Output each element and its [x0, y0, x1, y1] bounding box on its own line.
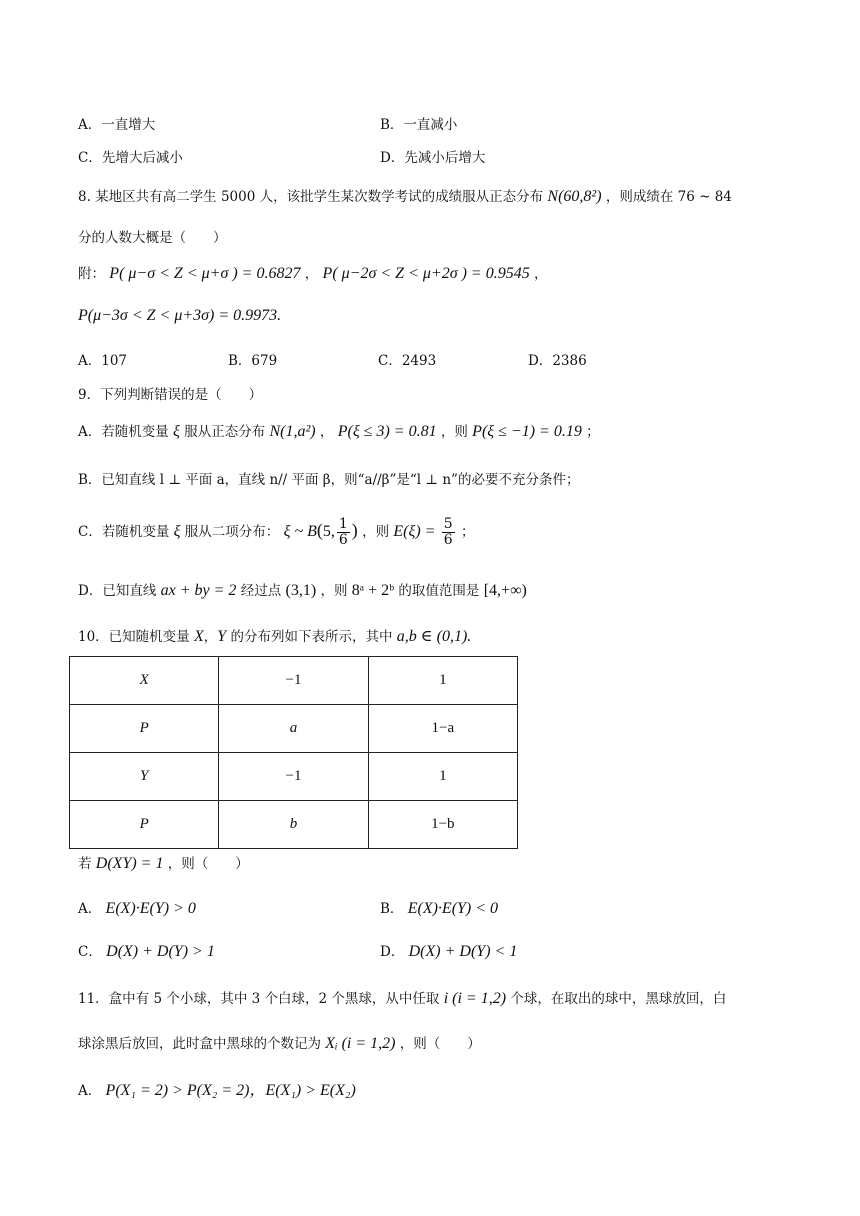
q10-stem-text-2: 的分布列如下表所示，其中: [230, 629, 393, 645]
q9-a-xi: ξ: [173, 423, 180, 440]
q11-stem-math-2: Xᵢ (i = 1,2): [325, 1035, 396, 1052]
table-row: [70, 801, 518, 849]
q10-option-a: [78, 897, 196, 918]
table-cell: 1−b: [368, 801, 517, 849]
q10-c-math: D(X) + D(Y) > 1: [106, 943, 215, 960]
q8-note-line2: [78, 307, 281, 325]
q9-c-math-1: ξ ~ B: [283, 523, 317, 540]
q9-option-b: B．已知直线 l ⊥ 平面 a，直线 n// 平面 β，则“a//β”是“l ⊥ n”的必要不充分条件；: [78, 472, 580, 488]
q9-a-math-3: P(ξ ≤ −1) = 0.19: [472, 423, 582, 440]
table-row: [70, 705, 518, 753]
q8-option-c: C．2493: [378, 353, 437, 369]
q11-stem-text-4: ，则（ ）: [399, 1036, 481, 1052]
q9-c-text-1: C．若随机变量: [78, 524, 170, 540]
q11-a-math: P(X₁ = 2) > P(X₂ = 2)，E(X₁) > E(X₂): [105, 1082, 356, 1099]
q8-formula-3: P(μ−3σ < Z < μ+3σ) = 0.9973.: [78, 307, 282, 324]
table-cell: P: [70, 705, 219, 753]
q8-note-line1: 附： P( μ−σ < Z < μ+σ ) = 0.6827 ， P( μ−2σ < Z < μ+2σ ) = 0.9545 ，: [78, 265, 548, 282]
q10-cond-text-2: ，则（ ）: [167, 856, 249, 872]
q11-stem-text-1: 11．盒中有 5 个小球，其中 3 个白球，2 个黑球，从中任取: [78, 991, 440, 1007]
q10-option-c: [78, 940, 215, 961]
q10-d-math: D(X) + D(Y) < 1: [408, 943, 518, 960]
q8-stem-text-2: ，则成绩在 76 ~ 84: [605, 189, 732, 205]
q9-a-text-1: A．若随机变量: [78, 424, 169, 440]
q10-b-label: B．: [380, 901, 404, 917]
q10-cond-text-1: 若: [78, 856, 92, 872]
q9-option-d: [78, 579, 527, 600]
q11-option-a: [78, 1077, 356, 1100]
q9-c-frac-five-sixths: $\frac{5}{6}$: [443, 516, 453, 548]
q8-note-label: 附：: [78, 266, 105, 282]
q8-distribution: N(60,8²): [547, 188, 602, 205]
table-cell: a: [219, 705, 368, 753]
table-cell: 1: [368, 657, 517, 705]
q10-distribution-table: [69, 656, 518, 849]
q11-a-label: A．: [78, 1083, 102, 1099]
table-cell: Y: [70, 753, 219, 801]
q10-cond-math: D(XY) = 1: [95, 855, 164, 872]
q11-stem-line1: [78, 987, 726, 1008]
q10-var-y: Y: [217, 628, 227, 645]
q9-d-text-3: ，则: [320, 583, 348, 599]
q9-a-math-1: N(1,a²): [269, 423, 316, 440]
q10-a-math: E(X)·E(Y) > 0: [105, 900, 196, 917]
q10-var-x: X: [193, 628, 204, 645]
table-cell: 1: [368, 753, 517, 801]
q8-option-a: A．107: [78, 353, 128, 369]
q8-stem-line2: 分的人数大概是（ ）: [78, 230, 227, 246]
q7-option-b: B．一直减小: [380, 117, 458, 133]
q11-stem-text-3: 球涂黑后放回，此时盒中黑球的个数记为: [78, 1036, 321, 1052]
q10-option-d: [380, 940, 517, 961]
q9-c-text-2: 服从二项分布：: [184, 524, 280, 540]
q11-stem-math-1: i (i = 1,2): [443, 990, 507, 1007]
q9-a-math-2: P(ξ ≤ 3) = 0.81: [337, 423, 437, 440]
q10-stem-math: a,b ∈ (0,1).: [396, 628, 472, 645]
q9-c-frac-one-sixth: $\frac{1}{6}$: [338, 516, 348, 548]
table-row: [70, 657, 518, 705]
q7-option-a: A．一直增大: [78, 117, 156, 133]
q7-option-d: D．先减小后增大: [380, 150, 486, 166]
q9-d-text-4: 的取值范围是: [398, 583, 480, 599]
q10-c-label: C．: [78, 944, 102, 960]
table-row: [70, 753, 518, 801]
q10-stem-text-1: 10．已知随机变量: [78, 629, 190, 645]
q9-d-math-1: ax + by = 2: [160, 582, 237, 599]
q8-option-d: D．2386: [528, 353, 587, 369]
q9-a-text-2: 服从正态分布: [184, 424, 266, 440]
q9-c-math-2: E(ξ) =: [393, 523, 436, 540]
q8-stem-text: 8. 某地区共有高二学生 5000 人，该批学生某次数学考试的成绩服从正态分布: [78, 189, 544, 205]
q10-option-b: [380, 897, 498, 918]
q8-stem-line1: [78, 185, 732, 206]
q9-d-math-4: [4,+∞): [483, 582, 527, 599]
q9-option-c: C．若随机变量 ξ 服从二项分布： ξ ~ B(5, $\frac{1}{6}$ ) ，则 E(ξ) = $\frac{5}{6}$ ；: [78, 516, 475, 548]
q8-option-b: B．679: [228, 353, 278, 369]
q9-d-math-3: 8ᵃ + 2ᵇ: [351, 582, 395, 599]
q8-formula-2: P( μ−2σ < Z < μ+2σ ) = 0.9545: [322, 265, 530, 282]
q10-a-label: A．: [78, 901, 102, 917]
q9-option-a: A．若随机变量 ξ 服从正态分布 N(1,a²) ， P(ξ ≤ 3) = 0.81 ，则 P(ξ ≤ −1) = 0.19 ；: [78, 423, 600, 440]
q9-d-text-2: 经过点: [240, 583, 282, 599]
q10-b-math: E(X)·E(Y) < 0: [407, 900, 499, 917]
table-cell: b: [219, 801, 368, 849]
q11-stem-text-2: 个球，在取出的球中，黑球放回，白: [510, 991, 727, 1007]
table-cell: 1−a: [368, 705, 517, 753]
table-cell: −1: [219, 753, 368, 801]
q9-c-text-3: ，则: [362, 524, 390, 540]
q10-stem: 10．已知随机变量 X，Y 的分布列如下表所示，其中 a,b ∈ (0,1).: [78, 628, 472, 645]
q8-formula-1: P( μ−σ < Z < μ+σ ) = 0.6827: [109, 265, 301, 282]
q9-a-text-3: ，则: [440, 424, 468, 440]
table-cell: −1: [219, 657, 368, 705]
q9-d-text-1: D．已知直线: [78, 583, 157, 599]
q11-stem-line2: [78, 1032, 481, 1053]
table-cell: X: [70, 657, 219, 705]
q10-condition: [78, 852, 249, 873]
q9-d-math-2: (3,1): [285, 582, 317, 599]
table-cell: P: [70, 801, 219, 849]
q10-d-label: D．: [380, 944, 405, 960]
q7-option-c: C．先增大后减小: [78, 150, 183, 166]
q9-stem: 9．下列判断错误的是（ ）: [78, 387, 263, 403]
q9-c-xi: ξ: [173, 523, 181, 540]
